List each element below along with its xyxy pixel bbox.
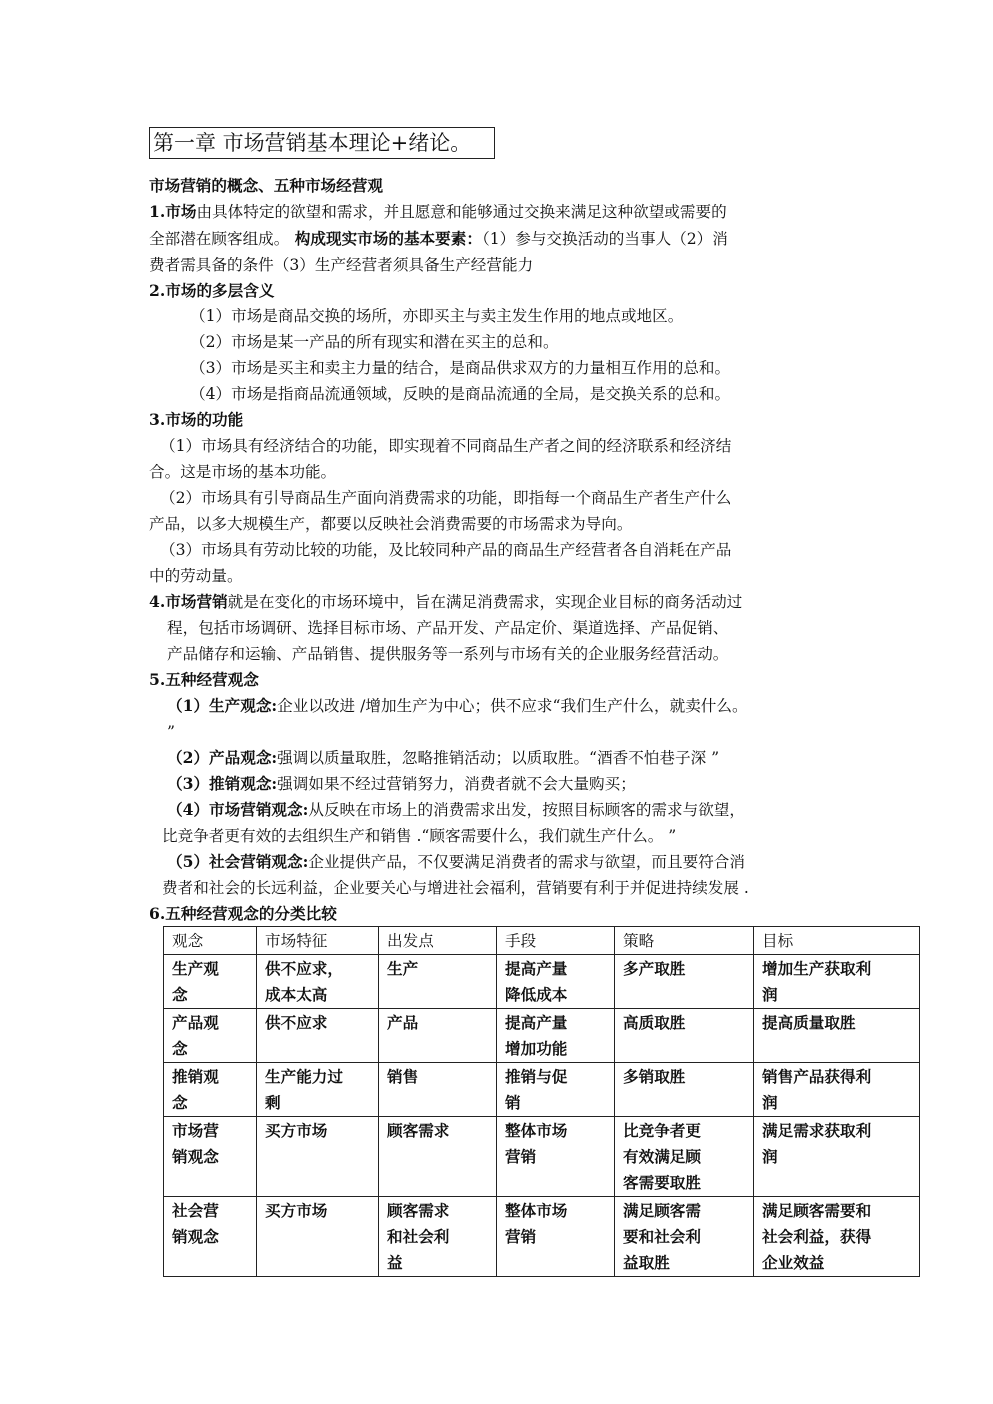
column-header: 出发点 [379,927,497,955]
table-row [164,955,920,1009]
cell-line: 营销 [505,1147,537,1166]
p5-item [167,799,745,825]
table-cell [754,1063,920,1117]
p5-item-text: 从反映在市场上的消费需求出发，按照目标顾客的需求与欲望， [308,801,745,819]
table-cell [615,1197,754,1277]
cell-line: 销售产品获得利 [762,1067,872,1086]
cell-line: 整体市场 [505,1121,568,1140]
cell-line: 买方市场 [265,1121,328,1140]
cell-line: 降低成本 [505,985,568,1004]
cell-line: 顾客需求 [387,1201,450,1220]
p6-heading: 6.五种经营观念的分类比较 [149,904,337,923]
table-cell [754,955,920,1009]
p1-num: 1. [149,202,166,221]
cell-line: 产品观 [172,1013,219,1032]
p1-text-c: （1）参与交换活动的当事人（2）消 [481,230,728,248]
p1-line3: 费者需具备的条件（3）生产经营者须具备生产经营能力 [149,256,534,274]
cell-line: 增加生产获取利 [762,959,872,978]
table-row [164,1197,920,1277]
p3-heading: 3.市场的功能 [149,410,244,429]
cell-line: 客需要取胜 [623,1173,701,1192]
column-header: 目标 [754,927,920,955]
table-cell [615,1063,754,1117]
cell-line: 销售 [387,1067,419,1086]
p5-item-cont: 比竞争者更有效的去组织生产和销售 .“顾客需要什么，我们就生产什么。 ” [162,827,677,845]
cell-line: 生产 [387,959,419,978]
column-header: 策略 [615,927,754,955]
cell-line: 满足顾客需 [623,1201,701,1220]
p2-item: （1）市场是商品交换的场所，亦即买主与卖主发生作用的地点或地区。 [190,307,684,325]
p3-line: （2）市场具有引导商品生产面向消费需求的功能，即指每一个商品生产者生产什么 [160,489,732,507]
cell-line: 社会利益，获得 [762,1227,872,1246]
table-cell [497,955,615,1009]
chapter-title: 第一章 市场营销基本理论+绪论。 [149,127,495,159]
p5-item-label: （1）生产观念: [167,696,278,715]
p5-item-label: （4）市场营销观念: [167,800,309,819]
cell-line: 供不应求， [265,959,343,978]
cell-line: 比竞争者更 [623,1121,701,1140]
cell-line: 推销观 [172,1067,219,1086]
p1-term: 市场 [165,202,197,221]
table-cell [379,1197,497,1277]
p2-item: （3）市场是买主和卖主力量的结合，是商品供求双方的力量相互作用的总和。 [190,359,731,377]
cell-line: 销观念 [172,1147,219,1166]
p5-item [167,695,748,721]
cell-line: 推销与促 [505,1067,568,1086]
table-cell [497,1117,615,1197]
p5-item-cont: 费者和社会的长远利益，企业要关心与增进社会福利，营销要有利于并促进持续发展 . [162,879,749,897]
p5-item-label: （3）推销观念: [167,774,278,793]
p4-line2: 程，包括市场调研、选择目标市场、产品开发、产品定价、渠道选择、产品促销、 [167,619,729,637]
column-header: 手段 [497,927,615,955]
cell-line: 销观念 [172,1227,219,1246]
cell-line: 益取胜 [623,1253,670,1272]
table-cell [754,1117,920,1197]
p3-line: （1）市场具有经济结合的功能，即实现着不同商品生产者之间的经济联系和经济结 [160,437,732,455]
cell-line: 买方市场 [265,1201,328,1220]
cell-line: 产品 [387,1013,419,1032]
table-cell [379,1063,497,1117]
table-cell [257,1063,379,1117]
cell-line: 整体市场 [505,1201,568,1220]
cell-line: 满足需求获取利 [762,1121,872,1140]
cell-line: 益 [387,1253,403,1272]
column-header: 市场特征 [257,927,379,955]
table-cell [497,1009,615,1063]
table-cell [257,1117,379,1197]
cell-line: 提高产量 [505,959,568,978]
p5-item [167,851,745,877]
p1-text: 由具体特定的欲望和需求，并且愿意和能够通过交换来满足这种欲望或需要的 [196,203,727,221]
table-row [164,1009,920,1063]
cell-line: 销 [505,1093,521,1112]
p2-heading: 2.市场的多层含义 [149,281,275,300]
table-cell [257,1009,379,1063]
p5-item [167,773,636,799]
p5-item-label: （5）社会营销观念: [167,852,309,871]
cell-line: 念 [172,1093,188,1112]
cell-line: 满足顾客需要和 [762,1201,872,1220]
cell-line: 剩 [265,1093,281,1112]
p1-line2 [149,228,728,254]
cell-line: 提高产量 [505,1013,568,1032]
table-cell [164,955,257,1009]
cell-line: 念 [172,1039,188,1058]
p5-item-text: 强调以质量取胜，忽略推销活动；以质取胜。“酒香不怕巷子深 ” [277,749,720,767]
cell-line: 生产能力过 [265,1067,343,1086]
table-cell [379,955,497,1009]
p1-elements-label: 构成现实市场的基本要素： [289,229,482,248]
table-cell [497,1063,615,1117]
p5-item-text: 企业提供产品，不仅要满足消费者的需求与欲望，而且要符合消 [308,853,745,871]
cell-line: 市场营 [172,1121,219,1140]
p3-line: 合。这是市场的基本功能。 [149,463,337,481]
p3-line: （3）市场具有劳动比较的功能，及比较同种产品的商品生产经营者各自消耗在产品 [160,541,732,559]
cell-line: 润 [762,985,778,1004]
cell-line: 要和社会利 [623,1227,701,1246]
cell-line: 提高质量取胜 [762,1013,856,1032]
cell-line: 高质取胜 [623,1013,686,1032]
p4-line1 [149,591,742,617]
comparison-table [163,926,920,1277]
table-cell [257,1197,379,1277]
p5-item-label: （2）产品观念: [167,748,278,767]
table-header-row [164,927,920,955]
table-cell [164,1063,257,1117]
table-cell [164,1117,257,1197]
p2-item: （4）市场是指商品流通领域，反映的是商品流通的全局，是交换关系的总和。 [190,385,731,403]
p4-text: 就是在变化的市场环境中，旨在满足消费需求，实现企业目标的商务活动过 [227,593,743,611]
cell-line: 和社会利 [387,1227,450,1246]
cell-line: 顾客需求 [387,1121,450,1140]
cell-line: 供不应求 [265,1013,328,1032]
cell-line: 生产观 [172,959,219,978]
table-cell [615,955,754,1009]
table-cell [164,1009,257,1063]
table-cell [379,1009,497,1063]
p4-term: 市场营销 [165,592,228,611]
table-row [164,1117,920,1197]
table-cell [754,1197,920,1277]
table-cell [615,1009,754,1063]
cell-line: 有效满足顾 [623,1147,701,1166]
table-cell [615,1117,754,1197]
p1-text-a: 全部潜在顾客组成。 [149,230,290,248]
table-cell [497,1197,615,1277]
p5-item [167,747,719,773]
cell-line: 多产取胜 [623,959,686,978]
p4-line3: 产品储存和运输、产品销售、提供服务等一系列与市场有关的企业服务经营活动。 [167,645,729,663]
p4-num: 4. [149,592,166,611]
p3-line: 产品，以多大规模生产，都要以反映社会消费需要的市场需求为导向。 [149,515,633,533]
cell-line: 社会营 [172,1201,219,1220]
column-header: 观念 [164,927,257,955]
p5-item-text: 强调如果不经过营销努力，消费者就不会大量购买； [277,775,636,793]
cell-line: 增加功能 [505,1039,568,1058]
p3-line: 中的劳动量。 [149,567,243,585]
p5-item-cont: ” [167,723,175,741]
cell-line: 润 [762,1093,778,1112]
cell-line: 润 [762,1147,778,1166]
cell-line: 多销取胜 [623,1067,686,1086]
table-cell [379,1117,497,1197]
section-heading: 市场营销的概念、五种市场经营观 [149,176,383,195]
table-cell [257,955,379,1009]
p2-item: （2）市场是某一产品的所有现实和潜在买主的总和。 [190,333,559,351]
cell-line: 念 [172,985,188,1004]
cell-line: 企业效益 [762,1253,825,1272]
table-cell [754,1009,920,1063]
p5-item-text: 企业以改进 /增加生产为中心；供不应求“我们生产什么，就卖什么。 [277,697,748,715]
p5-heading: 5.五种经营观念 [149,670,259,689]
p1-line1 [149,201,727,227]
table-row [164,1063,920,1117]
cell-line: 营销 [505,1227,537,1246]
cell-line: 成本太高 [265,985,328,1004]
table-cell [164,1197,257,1277]
